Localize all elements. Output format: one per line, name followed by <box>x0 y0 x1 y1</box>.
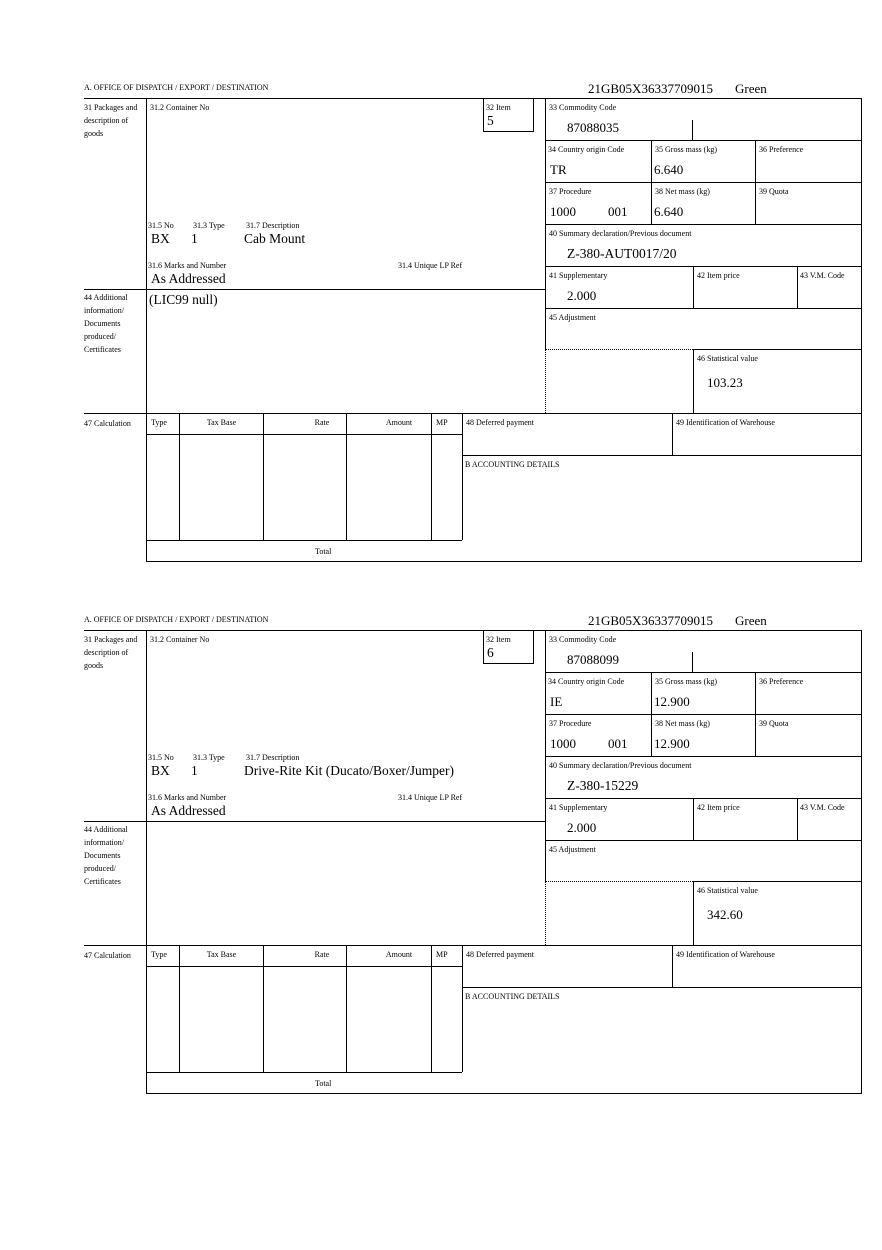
calc-col-rate-line <box>346 413 347 540</box>
section-44-line <box>84 821 146 822</box>
label-calc-type: Type <box>151 950 167 959</box>
label-35-gross: 35 Gross mass (kg) <box>655 677 717 686</box>
goods-left-line <box>146 98 147 562</box>
gross-mass-value: 6.640 <box>654 162 684 177</box>
label-35-gross: 35 Gross mass (kg) <box>655 145 717 154</box>
commodity-code-value: 87088035 <box>567 120 619 135</box>
marks-value: As Addressed <box>151 803 226 818</box>
label-31-4-unique-ref: 31.4 Unique LP Ref <box>398 793 463 802</box>
label-accounting-details: B ACCOUNTING DETAILS <box>465 992 560 1001</box>
goods-left-line <box>146 630 147 1094</box>
item-box-left <box>483 98 484 132</box>
adjustment-dotted-line <box>545 350 546 413</box>
label-44-additional: 44 Additional information/ Documents produced/ Certificates <box>84 293 128 354</box>
declaration-form-item-6 <box>0 532 882 1088</box>
procedure-code-value: 1000 <box>550 204 576 219</box>
route-status: Green <box>735 613 767 628</box>
calc-col-base-line <box>263 413 264 540</box>
label-total: Total <box>315 1079 332 1088</box>
supplementary-value: 2.000 <box>567 288 597 303</box>
label-31-6-marks: 31.6 Marks and Number <box>148 261 227 270</box>
label-34-country: 34 Country origin Code <box>548 145 625 154</box>
office-title: A. OFFICE OF DISPATCH / EXPORT / DESTINATION <box>84 615 269 624</box>
commodity-code-value: 87088099 <box>567 652 619 667</box>
statistical-value: 103.23 <box>707 375 743 390</box>
label-36-preference: 36 Preference <box>759 677 804 686</box>
label-31-3-type: 31.3 Type <box>193 753 225 762</box>
net-mass-value: 6.640 <box>654 204 684 219</box>
frame-right-line <box>861 630 862 1094</box>
row-40-line <box>545 224 862 225</box>
row-41-line <box>545 798 862 799</box>
label-31-2-container: 31.2 Container No <box>150 103 210 112</box>
label-31-packages: 31 Packages and description of goods <box>84 635 138 670</box>
packages-type-value: 1 <box>191 763 198 778</box>
col-36-line <box>755 140 756 224</box>
label-45-adjustment: 45 Adjustment <box>549 313 596 322</box>
label-31-5-no: 31.5 No <box>148 753 174 762</box>
calc-col-amount-line <box>431 945 432 1072</box>
label-calc-rate: Rate <box>314 418 330 427</box>
col-43-line <box>797 798 798 840</box>
row-34-line <box>545 672 862 673</box>
item-box-bottom <box>483 131 533 132</box>
label-48-deferred: 48 Deferred payment <box>466 418 534 427</box>
label-40-summary: 40 Summary declaration/Previous document <box>549 229 692 238</box>
label-calc-tax-base: Tax Base <box>206 950 237 959</box>
label-43-vm-code: 43 V.M. Code <box>800 271 845 280</box>
procedure-code-value: 1000 <box>550 736 576 751</box>
label-calc-mp: MP <box>436 418 448 427</box>
goods-bottom-line <box>146 821 545 822</box>
accounting-top-line <box>462 987 862 988</box>
label-calc-type: Type <box>151 418 167 427</box>
calc-col-mp-line <box>462 945 463 1072</box>
calc-top-line <box>84 413 862 414</box>
frame-top-line <box>84 630 862 631</box>
section-44-line <box>84 289 146 290</box>
route-status: Green <box>735 81 767 96</box>
office-title: A. OFFICE OF DISPATCH / EXPORT / DESTINATION <box>84 83 269 92</box>
item-number: 6 <box>487 645 494 660</box>
declaration-form-item-5 <box>0 0 882 556</box>
item-box-left <box>483 630 484 664</box>
country-origin-value: TR <box>550 162 567 177</box>
marks-value: As Addressed <box>151 271 226 286</box>
label-38-net: 38 Net mass (kg) <box>655 187 710 196</box>
accounting-top-line <box>462 455 862 456</box>
goods-description-value: Drive-Rite Kit (Ducato/Boxer/Jumper) <box>244 763 454 778</box>
label-39-quota: 39 Quota <box>759 187 789 196</box>
calc-col-type-line <box>179 413 180 540</box>
commodity-tick-line <box>692 652 693 672</box>
item-box-right <box>533 630 534 664</box>
frame-top-line <box>84 98 862 99</box>
frame-right-line <box>861 98 862 562</box>
label-31-3-type: 31.3 Type <box>193 221 225 230</box>
label-46-statistical: 46 Statistical value <box>697 886 758 895</box>
calc-col-amount-line <box>431 413 432 540</box>
procedure-extra-value: 001 <box>608 204 628 219</box>
label-43-vm-code: 43 V.M. Code <box>800 803 845 812</box>
col-43-line <box>797 266 798 308</box>
item-box-right <box>533 98 534 132</box>
item-number: 5 <box>487 113 494 128</box>
label-34-country: 34 Country origin Code <box>548 677 625 686</box>
label-total: Total <box>315 547 332 556</box>
net-mass-value: 12.900 <box>654 736 690 751</box>
label-49-warehouse: 49 Identification of Warehouse <box>676 950 775 959</box>
label-48-deferred: 48 Deferred payment <box>466 950 534 959</box>
calc-col-type-line <box>179 945 180 1072</box>
label-37-procedure: 37 Procedure <box>549 719 592 728</box>
label-calc-mp: MP <box>436 950 448 959</box>
row-40-line <box>545 756 862 757</box>
item-box-top <box>483 98 533 99</box>
label-44-additional: 44 Additional information/ Documents produced/ Certificates <box>84 825 128 886</box>
label-32-item: 32 Item <box>486 103 511 112</box>
label-31-6-marks: 31.6 Marks and Number <box>148 793 227 802</box>
adjustment-dotted-line <box>545 882 546 945</box>
label-46-statistical: 46 Statistical value <box>697 354 758 363</box>
label-31-2-container: 31.2 Container No <box>150 635 210 644</box>
row-41-line <box>545 266 862 267</box>
statistical-value: 342.60 <box>707 907 743 922</box>
label-accounting-details: B ACCOUNTING DETAILS <box>465 460 560 469</box>
label-33-commodity: 33 Commodity Code <box>549 635 617 644</box>
col-49-line <box>672 413 673 455</box>
col-42-line <box>693 266 694 308</box>
commodity-tick-line <box>692 120 693 140</box>
label-31-7-description: 31.7 Description <box>246 221 300 230</box>
label-45-adjustment: 45 Adjustment <box>549 845 596 854</box>
label-36-preference: 36 Preference <box>759 145 804 154</box>
calc-header-line <box>146 966 462 967</box>
calc-total-line <box>146 1072 462 1073</box>
row-46-dotted-line <box>545 349 693 350</box>
calc-top-line <box>84 945 862 946</box>
col-35-line <box>651 140 652 224</box>
supplementary-value: 2.000 <box>567 820 597 835</box>
row-37-line <box>545 714 862 715</box>
row-46-line <box>693 881 862 882</box>
row-34-line <box>545 140 862 141</box>
label-32-item: 32 Item <box>486 635 511 644</box>
label-38-net: 38 Net mass (kg) <box>655 719 710 728</box>
additional-info-value: (LIC99 null) <box>149 292 218 307</box>
country-origin-value: IE <box>550 694 563 709</box>
label-calc-tax-base: Tax Base <box>206 418 237 427</box>
label-47-calculation: 47 Calculation <box>84 419 131 428</box>
row-37-line <box>545 182 862 183</box>
packages-no-value: BX <box>151 763 170 778</box>
declaration-reference: 21GB05X36337709015 <box>588 613 713 628</box>
stat-value-left-line <box>693 881 694 945</box>
calc-col-base-line <box>263 945 264 1072</box>
label-39-quota: 39 Quota <box>759 719 789 728</box>
label-33-commodity: 33 Commodity Code <box>549 103 617 112</box>
label-41-supplementary: 41 Supplementary <box>549 271 608 280</box>
item-box-bottom <box>483 663 533 664</box>
row-45-line <box>545 308 862 309</box>
gross-mass-value: 12.900 <box>654 694 690 709</box>
label-41-supplementary: 41 Supplementary <box>549 803 608 812</box>
row-45-line <box>545 840 862 841</box>
label-40-summary: 40 Summary declaration/Previous document <box>549 761 692 770</box>
frame-bottom-line <box>146 1093 862 1094</box>
label-42-item-price: 42 Item price <box>697 271 740 280</box>
stat-value-left-line <box>693 349 694 413</box>
summary-document-value: Z-380-15229 <box>567 778 639 793</box>
goods-description-value: Cab Mount <box>244 231 306 246</box>
row-46-line <box>693 349 862 350</box>
procedure-extra-value: 001 <box>608 736 628 751</box>
label-31-4-unique-ref: 31.4 Unique LP Ref <box>398 261 463 270</box>
col-36-line <box>755 672 756 756</box>
row-46-dotted-line <box>545 881 693 882</box>
label-47-calculation: 47 Calculation <box>84 951 131 960</box>
label-31-packages: 31 Packages and description of goods <box>84 103 138 138</box>
summary-document-value: Z-380-AUT0017/20 <box>567 246 677 261</box>
label-31-7-description: 31.7 Description <box>246 753 300 762</box>
col-49-line <box>672 945 673 987</box>
label-42-item-price: 42 Item price <box>697 803 740 812</box>
label-calc-amount: Amount <box>385 950 413 959</box>
label-31-5-no: 31.5 No <box>148 221 174 230</box>
item-box-top <box>483 630 533 631</box>
calc-header-line <box>146 434 462 435</box>
label-49-warehouse: 49 Identification of Warehouse <box>676 418 775 427</box>
calc-col-mp-line <box>462 413 463 540</box>
declaration-reference: 21GB05X36337709015 <box>588 81 713 96</box>
packages-type-value: 1 <box>191 231 198 246</box>
label-37-procedure: 37 Procedure <box>549 187 592 196</box>
label-calc-amount: Amount <box>385 418 413 427</box>
calc-col-rate-line <box>346 945 347 1072</box>
col-35-line <box>651 672 652 756</box>
col-42-line <box>693 798 694 840</box>
packages-no-value: BX <box>151 231 170 246</box>
goods-bottom-line <box>146 289 545 290</box>
label-calc-rate: Rate <box>314 950 330 959</box>
